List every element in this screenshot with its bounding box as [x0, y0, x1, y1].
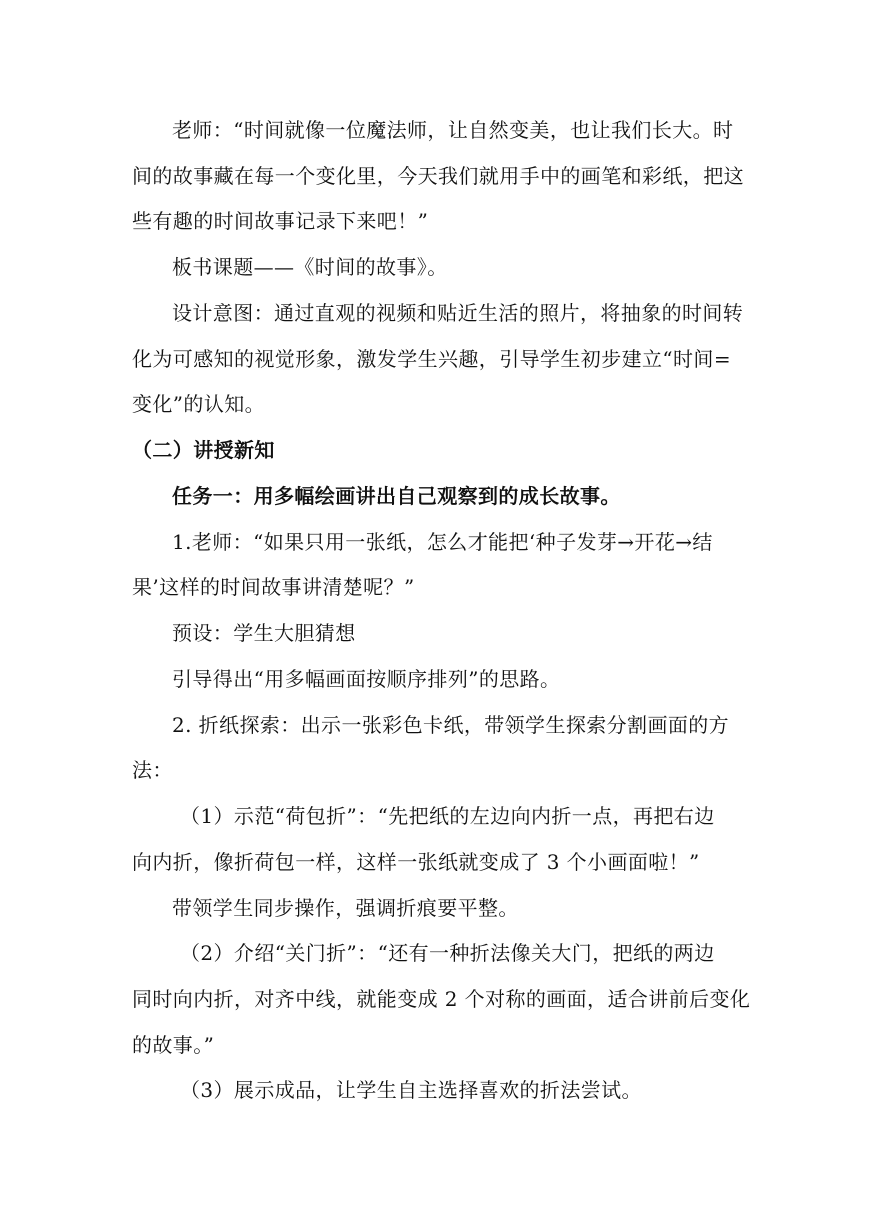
- task-one-heading: 任务一：用多幅绘画讲出自己观察到的成长故事。: [172, 484, 621, 508]
- paragraph-teacher-intro-line-1: 老师：“时间就像一位魔法师，让自然变美，也让我们长大。时: [172, 118, 734, 142]
- section-heading: （二）讲授新知: [132, 438, 275, 462]
- substep-1-line-2: 向内折，像折荷包一样，这样一张纸就变成了 3 个小画面啦！”: [132, 850, 700, 874]
- paragraph-teacher-intro-line-3: 些有趣的时间故事记录下来吧！”: [132, 209, 429, 233]
- design-intent-line-2: 化为可感知的视觉形象，激发学生兴趣，引导学生初步建立“时间=: [132, 347, 731, 371]
- preset-line: 预设：学生大胆猜想: [172, 621, 356, 645]
- substep-3-line: （3）展示成品，让学生自主选择喜欢的折法尝试。: [180, 1078, 642, 1102]
- step-2-line-2: 法：: [132, 758, 173, 782]
- guided-operation-line: 带领学生同步操作，强调折痕要平整。: [172, 896, 519, 920]
- design-intent-line-1: 设计意图：通过直观的视频和贴近生活的照片，将抽象的时间转: [172, 301, 744, 325]
- step-1-line-1: 1.老师：“如果只用一张纸，怎么才能把‘种子发芽→开花→结: [172, 530, 713, 554]
- substep-1-line-1: （1）示范“荷包折”：“先把纸的左边向内折一点，再把右边: [180, 804, 715, 828]
- guidance-line: 引导得出“用多幅画面按顺序排列”的思路。: [172, 667, 561, 691]
- paragraph-teacher-intro-line-2: 间的故事藏在每一个变化里，今天我们就用手中的画笔和彩纸，把这: [132, 164, 744, 188]
- substep-2-line-3: 的故事。”: [132, 1033, 215, 1057]
- substep-2-line-2: 同时向内折，对齐中线，就能变成 2 个对称的画面，适合讲前后变化: [132, 987, 751, 1011]
- step-2-line-1: 2. 折纸探索：出示一张彩色卡纸，带领学生探索分割画面的方: [172, 713, 730, 737]
- design-intent-line-3: 变化”的认知。: [132, 392, 266, 416]
- substep-2-line-1: （2）介绍“关门折”：“还有一种折法像关大门，把纸的两边: [180, 941, 715, 965]
- step-1-line-2: 果’这样的时间故事讲清楚呢？”: [132, 575, 415, 599]
- board-title-line: 板书课题——《时间的故事》。: [172, 255, 448, 279]
